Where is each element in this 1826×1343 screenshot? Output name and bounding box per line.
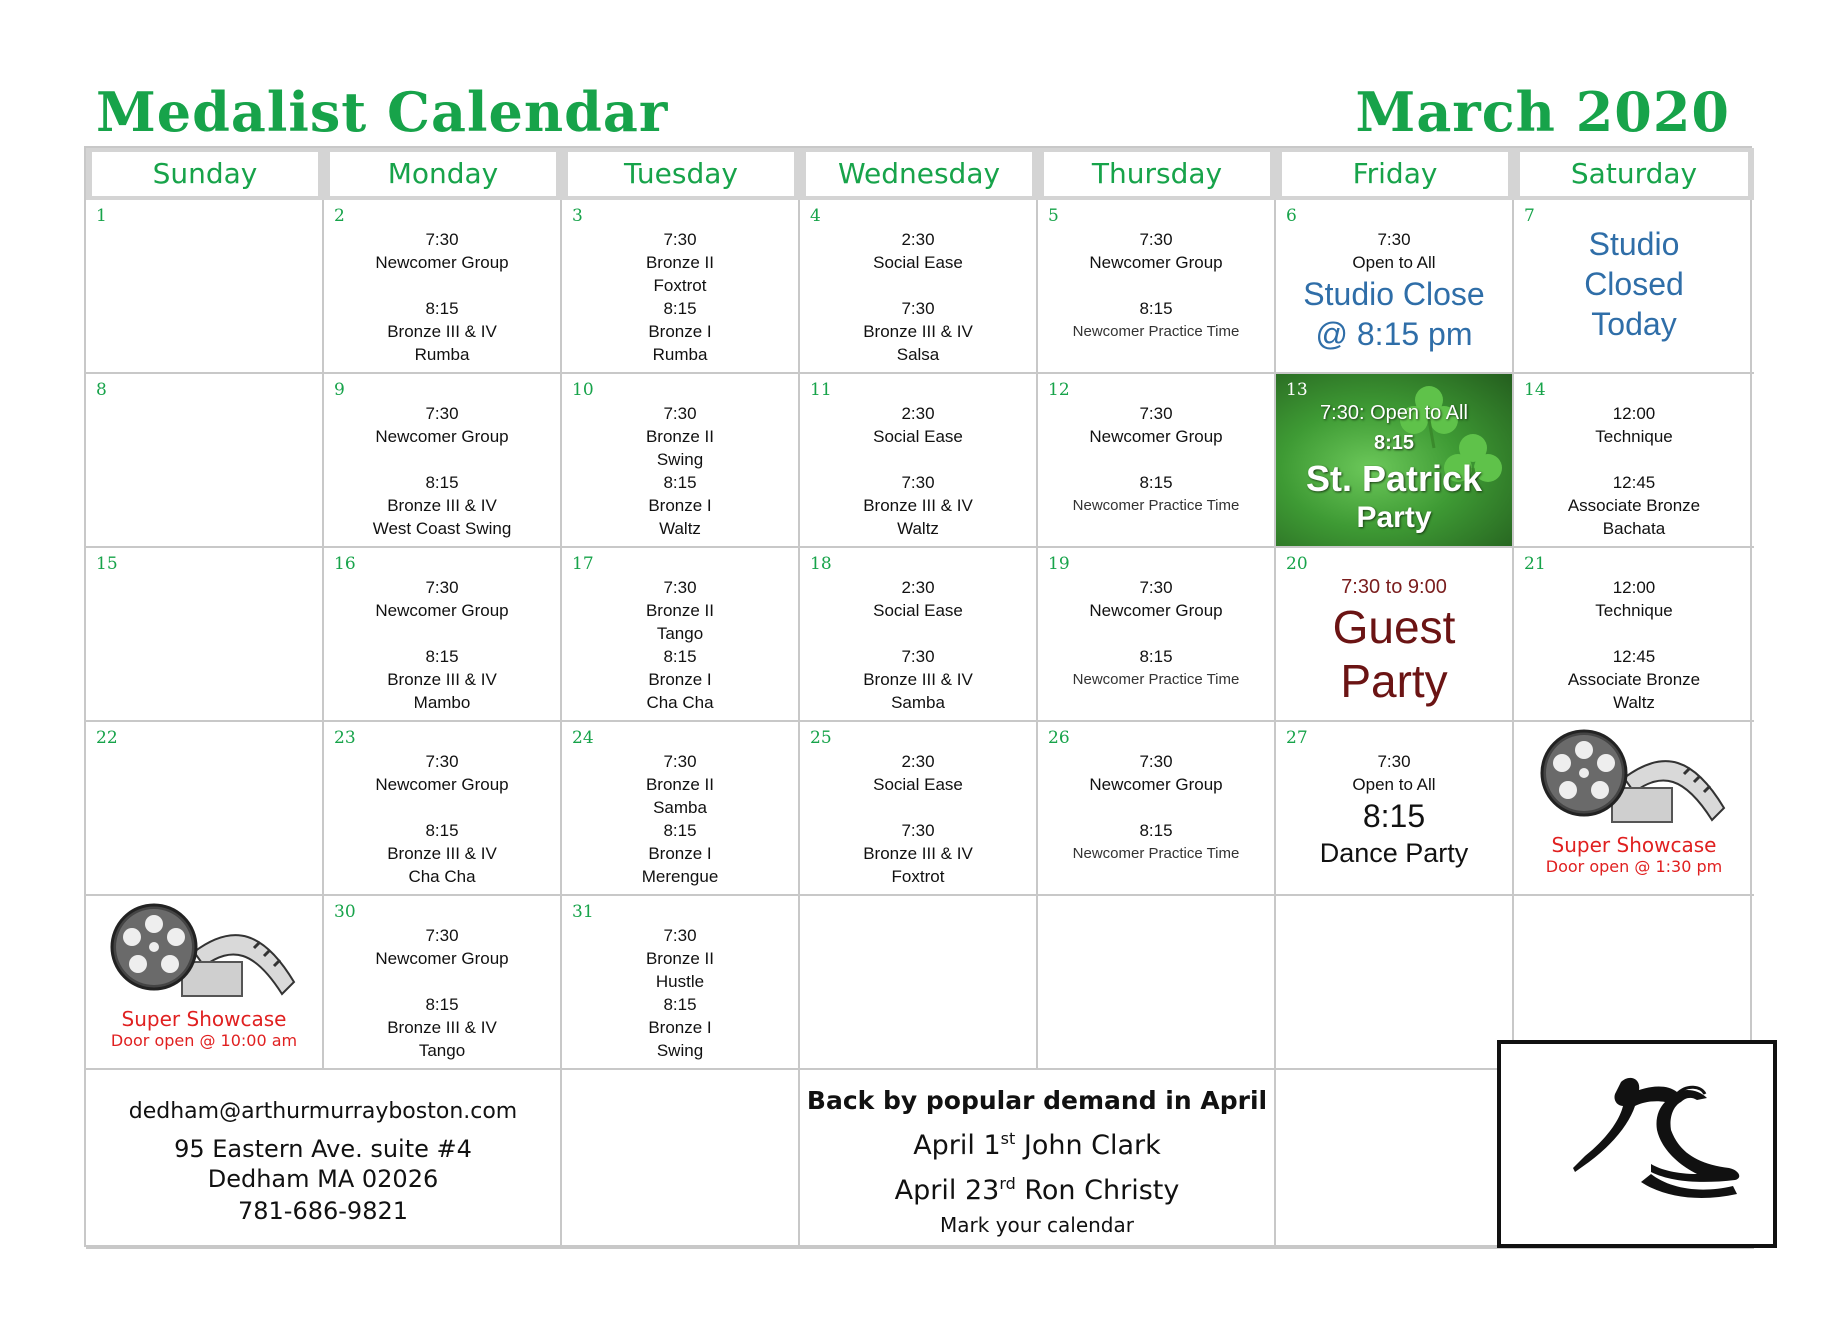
event-list bbox=[562, 924, 798, 1062]
weekday-label: Thursday bbox=[1044, 152, 1270, 196]
day-cell bbox=[562, 896, 800, 1070]
event-line: Bronze II bbox=[645, 949, 715, 968]
day-number: 3 bbox=[572, 206, 583, 226]
dance-party-time: 8:15 bbox=[1362, 798, 1426, 834]
event-line: Bronze III & IV bbox=[863, 670, 973, 689]
event-list bbox=[324, 228, 560, 366]
day-number: 7 bbox=[1524, 206, 1535, 226]
event-list bbox=[1038, 402, 1274, 517]
event-line: Associate Bronze bbox=[1567, 496, 1701, 515]
footer-empty-cell bbox=[562, 1070, 800, 1249]
event-line: 7:30 bbox=[901, 299, 935, 318]
event-line bbox=[1038, 448, 1274, 471]
event-list bbox=[1038, 750, 1274, 865]
day-cell bbox=[86, 722, 324, 896]
contact-email[interactable]: dedham@arthurmurrayboston.com bbox=[128, 1099, 518, 1124]
day-number: 12 bbox=[1048, 380, 1070, 400]
event-line bbox=[324, 796, 560, 819]
event-list bbox=[1038, 228, 1274, 343]
event-line: Bronze III & IV bbox=[387, 1018, 497, 1037]
event-line: Bronze I bbox=[648, 496, 712, 515]
event-line bbox=[324, 274, 560, 297]
event-line: Tango bbox=[656, 624, 704, 643]
weekday-header bbox=[324, 148, 562, 200]
event-line: Open to All bbox=[1352, 253, 1436, 272]
event-line: Bronze I bbox=[648, 844, 712, 863]
event-line: 2:30 bbox=[901, 752, 935, 771]
event-line: 7:30 bbox=[425, 404, 459, 423]
weekday-header bbox=[1276, 148, 1514, 200]
day-cell bbox=[324, 200, 562, 374]
day-cell bbox=[324, 722, 562, 896]
event-line: Associate Bronze bbox=[1567, 670, 1701, 689]
event-list bbox=[1514, 402, 1754, 540]
event-line: Swing bbox=[656, 1041, 704, 1060]
st-patrick-line: St. Patrick bbox=[1305, 458, 1483, 499]
day-number: 10 bbox=[572, 380, 594, 400]
event-line: Bronze I bbox=[648, 670, 712, 689]
event-line: Bronze II bbox=[645, 775, 715, 794]
event-line: 7:30 bbox=[663, 230, 697, 249]
day-cell bbox=[800, 896, 1038, 1070]
weekday-label: Friday bbox=[1282, 152, 1508, 196]
event-line: Technique bbox=[1595, 601, 1673, 620]
studio-closed-notice bbox=[1514, 224, 1754, 344]
event-line: 2:30 bbox=[901, 230, 935, 249]
announcement-footer: Mark your calendar bbox=[940, 1213, 1134, 1237]
event-line: Bronze II bbox=[645, 601, 715, 620]
event-line: 8:15 bbox=[1139, 821, 1173, 840]
day-cell bbox=[562, 722, 800, 896]
event-list bbox=[1514, 576, 1754, 714]
event-line: Newcomer Group bbox=[375, 253, 509, 272]
event-list bbox=[800, 576, 1036, 714]
weekday-label: Wednesday bbox=[806, 152, 1032, 196]
day-number: 9 bbox=[334, 380, 345, 400]
event-list bbox=[324, 750, 560, 888]
event-line bbox=[800, 622, 1036, 645]
event-line: Newcomer Practice Time bbox=[1072, 323, 1240, 340]
month-title: March 2020 bbox=[1355, 80, 1730, 144]
day-number: 22 bbox=[96, 728, 118, 748]
showcase-door-time: Door open @ 10:00 am bbox=[110, 1031, 298, 1050]
day-number: 17 bbox=[572, 554, 594, 574]
event-line: 7:30 bbox=[1139, 578, 1173, 597]
date-suffix: st bbox=[1000, 1129, 1016, 1148]
event-line: 8:15 bbox=[425, 647, 459, 666]
contact-cell bbox=[86, 1070, 562, 1249]
event-line: Swing bbox=[656, 450, 704, 469]
news-cell bbox=[800, 1070, 1276, 1249]
day-number: 16 bbox=[334, 554, 356, 574]
event-line: Bronze III & IV bbox=[387, 670, 497, 689]
day-cell bbox=[1276, 722, 1514, 896]
day-number: 15 bbox=[96, 554, 118, 574]
day-cell bbox=[324, 896, 562, 1070]
event-line: 7:30 bbox=[663, 926, 697, 945]
event-line: Newcomer Group bbox=[1089, 253, 1223, 272]
st-patrick-party bbox=[1276, 398, 1512, 536]
day-number: 31 bbox=[572, 902, 594, 922]
calendar-title: Medalist Calendar bbox=[96, 80, 669, 144]
event-list bbox=[1276, 750, 1512, 870]
event-list bbox=[562, 228, 798, 366]
day-cell bbox=[1038, 548, 1276, 722]
day-cell bbox=[562, 200, 800, 374]
event-line: Bronze I bbox=[648, 322, 712, 341]
event-line: Bronze III & IV bbox=[387, 322, 497, 341]
day-cell bbox=[1276, 374, 1514, 548]
weekday-header bbox=[1514, 148, 1754, 200]
event-line: Hustle bbox=[655, 972, 705, 991]
event-line: 8:15 bbox=[425, 821, 459, 840]
super-showcase bbox=[86, 902, 322, 1050]
day-number: 1 bbox=[96, 206, 107, 226]
day-number: 14 bbox=[1524, 380, 1546, 400]
event-line: 8:15 bbox=[1139, 473, 1173, 492]
event-line: Bronze III & IV bbox=[863, 322, 973, 341]
day-number: 13 bbox=[1286, 380, 1308, 400]
day-number: 8 bbox=[96, 380, 107, 400]
event-line: 7:30 bbox=[1139, 404, 1173, 423]
event-line: 12:45 bbox=[1612, 473, 1656, 492]
weekday-header bbox=[562, 148, 800, 200]
event-line: 8:15 bbox=[663, 821, 697, 840]
dance-party-label: Dance Party bbox=[1319, 838, 1469, 868]
event-line: Newcomer Practice Time bbox=[1072, 671, 1240, 688]
event-line: Newcomer Group bbox=[1089, 427, 1223, 446]
day-cell bbox=[1514, 374, 1754, 548]
event-line: 7:30 bbox=[425, 230, 459, 249]
event-line: 7:30 bbox=[1377, 752, 1411, 771]
event-line: 12:00 bbox=[1612, 578, 1656, 597]
event-line bbox=[800, 448, 1036, 471]
day-number: 6 bbox=[1286, 206, 1297, 226]
event-list bbox=[800, 402, 1036, 540]
weekday-header bbox=[86, 148, 324, 200]
super-showcase bbox=[1514, 728, 1754, 876]
day-cell bbox=[800, 200, 1038, 374]
event-line: Newcomer Group bbox=[1089, 601, 1223, 620]
event-line: Newcomer Group bbox=[375, 949, 509, 968]
day-cell bbox=[1276, 548, 1514, 722]
event-line: 7:30 bbox=[425, 578, 459, 597]
guest-name: John Clark bbox=[1015, 1130, 1161, 1161]
day-cell bbox=[1514, 548, 1754, 722]
event-line bbox=[1514, 448, 1754, 471]
day-cell bbox=[1514, 722, 1754, 896]
day-number: 25 bbox=[810, 728, 832, 748]
weekday-label: Saturday bbox=[1520, 152, 1748, 196]
day-number: 2 bbox=[334, 206, 345, 226]
st-patrick-line: Party bbox=[1356, 501, 1432, 534]
event-line: Open to All bbox=[1352, 775, 1436, 794]
event-line: 7:30 bbox=[1377, 230, 1411, 249]
day-cell bbox=[86, 200, 324, 374]
contact-phone: 781-686-9821 bbox=[237, 1197, 408, 1225]
event-line: Bronze III & IV bbox=[387, 844, 497, 863]
guest-party-line: Party bbox=[1340, 655, 1448, 707]
day-cell bbox=[800, 722, 1038, 896]
event-line bbox=[800, 796, 1036, 819]
showcase-door-time: Door open @ 1:30 pm bbox=[1545, 857, 1723, 876]
guest-party bbox=[1276, 574, 1512, 708]
event-line: Waltz bbox=[659, 519, 701, 538]
event-line: Bachata bbox=[1602, 519, 1666, 538]
event-line bbox=[324, 622, 560, 645]
event-line: Newcomer Group bbox=[375, 775, 509, 794]
day-cell bbox=[324, 374, 562, 548]
event-list bbox=[324, 576, 560, 714]
day-number: 4 bbox=[810, 206, 821, 226]
event-line: West Coast Swing bbox=[372, 519, 512, 538]
guest-party-line: Guest bbox=[1332, 601, 1456, 653]
event-line: 8:15 bbox=[425, 995, 459, 1014]
day-number: 21 bbox=[1524, 554, 1546, 574]
event-list bbox=[1038, 576, 1274, 691]
day-cell bbox=[1514, 200, 1754, 374]
event-line: Bronze II bbox=[645, 427, 715, 446]
event-line: 7:30 bbox=[901, 821, 935, 840]
event-line: 7:30 bbox=[425, 926, 459, 945]
contact-info bbox=[86, 1096, 560, 1228]
event-line: Bronze III & IV bbox=[863, 844, 973, 863]
event-line: Social Ease bbox=[873, 253, 963, 272]
footer-empty-cell bbox=[1276, 1070, 1514, 1249]
event-line: 12:45 bbox=[1612, 647, 1656, 666]
event-line: Mambo bbox=[413, 693, 471, 712]
event-line: 8:15 bbox=[1139, 647, 1173, 666]
event-line bbox=[1038, 796, 1274, 819]
announcement-line-1 bbox=[800, 1120, 1274, 1165]
day-cell bbox=[1276, 200, 1514, 374]
event-line: 7:30 bbox=[663, 404, 697, 423]
event-line: Bronze I bbox=[648, 1018, 712, 1037]
event-line: Newcomer Practice Time bbox=[1072, 497, 1240, 514]
event-line: 7:30 bbox=[1139, 752, 1173, 771]
event-line: Foxtrot bbox=[891, 867, 945, 886]
event-line: Tango bbox=[418, 1041, 466, 1060]
event-line: Waltz bbox=[1613, 693, 1655, 712]
dancing-couple-icon bbox=[1501, 1044, 1773, 1244]
studio-closed-line: Closed bbox=[1584, 266, 1684, 302]
weekday-label: Monday bbox=[330, 152, 556, 196]
event-list bbox=[324, 924, 560, 1062]
film-reel-icon bbox=[1534, 728, 1734, 828]
address-line-2: Dedham MA 02026 bbox=[207, 1165, 439, 1193]
event-line: 8:15 bbox=[1139, 299, 1173, 318]
event-line: Bronze III & IV bbox=[863, 496, 973, 515]
studio-close-line: @ 8:15 pm bbox=[1315, 316, 1473, 352]
event-line: Newcomer Group bbox=[375, 601, 509, 620]
event-list bbox=[562, 750, 798, 888]
day-cell bbox=[562, 548, 800, 722]
weekday-label: Sunday bbox=[92, 152, 318, 196]
event-line: 2:30 bbox=[901, 404, 935, 423]
event-line: Cha Cha bbox=[646, 693, 714, 712]
event-line: 8:15 bbox=[663, 647, 697, 666]
event-line bbox=[1514, 622, 1754, 645]
day-cell bbox=[86, 896, 324, 1070]
event-line: Newcomer Group bbox=[375, 427, 509, 446]
day-cell bbox=[800, 548, 1038, 722]
event-line: 7:30 bbox=[1139, 230, 1173, 249]
event-line bbox=[1038, 274, 1274, 297]
st-patrick-line: 8:15 bbox=[1373, 432, 1415, 454]
day-number: 24 bbox=[572, 728, 594, 748]
event-line: Waltz bbox=[897, 519, 939, 538]
event-line: Newcomer Practice Time bbox=[1072, 845, 1240, 862]
event-line: Cha Cha bbox=[408, 867, 476, 886]
event-list bbox=[800, 228, 1036, 366]
event-line: Social Ease bbox=[873, 427, 963, 446]
day-cell bbox=[1038, 722, 1276, 896]
event-line: 7:30 bbox=[663, 752, 697, 771]
day-cell bbox=[1038, 200, 1276, 374]
event-line: Samba bbox=[891, 693, 945, 712]
date-text: April 1 bbox=[913, 1130, 1001, 1161]
announcement-line-2 bbox=[800, 1165, 1274, 1210]
date-text: April 23 bbox=[894, 1175, 1000, 1206]
studio-closed-line: Studio bbox=[1588, 226, 1680, 262]
event-line: 8:15 bbox=[425, 299, 459, 318]
event-line: Merengue bbox=[641, 867, 719, 886]
dance-logo bbox=[1497, 1040, 1777, 1248]
date-suffix: rd bbox=[999, 1174, 1016, 1193]
event-line: 8:15 bbox=[425, 473, 459, 492]
event-line: 12:00 bbox=[1612, 404, 1656, 423]
guest-party-time: 7:30 to 9:00 bbox=[1341, 576, 1447, 598]
event-line: 7:30 bbox=[901, 647, 935, 666]
event-line: Newcomer Group bbox=[1089, 775, 1223, 794]
event-line: Salsa bbox=[896, 345, 940, 364]
day-number: 18 bbox=[810, 554, 832, 574]
day-cell bbox=[86, 548, 324, 722]
showcase-title: Super Showcase bbox=[1551, 833, 1717, 857]
weekday-label: Tuesday bbox=[568, 152, 794, 196]
film-reel-icon bbox=[104, 902, 304, 1002]
event-line: Rumba bbox=[652, 345, 708, 364]
weekday-header bbox=[1038, 148, 1276, 200]
event-line: Samba bbox=[653, 798, 707, 817]
showcase-title: Super Showcase bbox=[121, 1007, 287, 1031]
event-list bbox=[562, 402, 798, 540]
event-line: 8:15 bbox=[663, 473, 697, 492]
day-number: 11 bbox=[810, 380, 832, 400]
day-number: 20 bbox=[1286, 554, 1308, 574]
event-list bbox=[800, 750, 1036, 888]
event-line bbox=[800, 274, 1036, 297]
event-line bbox=[324, 448, 560, 471]
event-list bbox=[324, 402, 560, 540]
event-line: Bronze II bbox=[645, 253, 715, 272]
event-line: 7:30 bbox=[901, 473, 935, 492]
day-cell bbox=[1276, 896, 1514, 1070]
st-patrick-line: 7:30: Open to All bbox=[1320, 402, 1468, 424]
day-number: 30 bbox=[334, 902, 356, 922]
event-list bbox=[1276, 228, 1512, 354]
event-list bbox=[562, 576, 798, 714]
event-line: 7:30 bbox=[425, 752, 459, 771]
announcement-heading: Back by popular demand in April bbox=[806, 1086, 1268, 1115]
studio-close-line: Studio Close bbox=[1303, 276, 1485, 312]
event-line: 2:30 bbox=[901, 578, 935, 597]
april-announcement bbox=[800, 1082, 1274, 1240]
day-number: 26 bbox=[1048, 728, 1070, 748]
event-line bbox=[1038, 622, 1274, 645]
event-line: 8:15 bbox=[663, 995, 697, 1014]
event-line: Social Ease bbox=[873, 775, 963, 794]
day-cell bbox=[1038, 896, 1276, 1070]
day-number: 5 bbox=[1048, 206, 1059, 226]
weekday-header bbox=[800, 148, 1038, 200]
event-line: Technique bbox=[1595, 427, 1673, 446]
event-line: 8:15 bbox=[663, 299, 697, 318]
day-cell bbox=[562, 374, 800, 548]
event-line: Rumba bbox=[414, 345, 470, 364]
event-line bbox=[324, 970, 560, 993]
studio-closed-line: Today bbox=[1591, 306, 1677, 342]
event-line: Social Ease bbox=[873, 601, 963, 620]
day-number: 19 bbox=[1048, 554, 1070, 574]
guest-name: Ron Christy bbox=[1015, 1175, 1180, 1206]
day-cell bbox=[86, 374, 324, 548]
day-number: 27 bbox=[1286, 728, 1308, 748]
event-line: Bronze III & IV bbox=[387, 496, 497, 515]
day-cell bbox=[1038, 374, 1276, 548]
address-line-1: 95 Eastern Ave. suite #4 bbox=[174, 1135, 472, 1163]
day-cell bbox=[800, 374, 1038, 548]
event-line: 7:30 bbox=[663, 578, 697, 597]
day-number: 23 bbox=[334, 728, 356, 748]
day-cell bbox=[324, 548, 562, 722]
event-line: Foxtrot bbox=[653, 276, 707, 295]
